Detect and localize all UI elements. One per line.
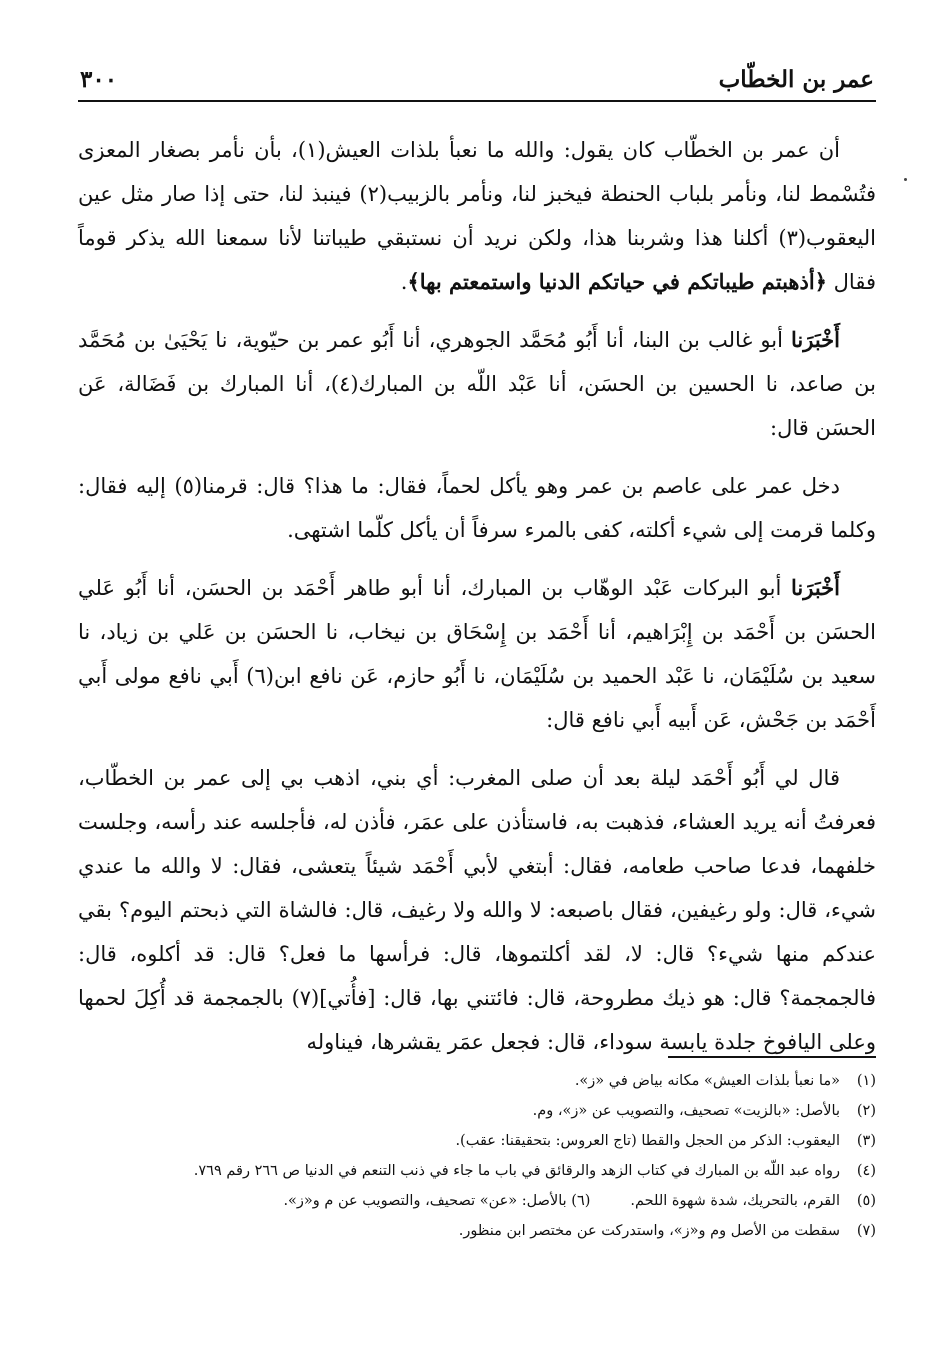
isnad-lead-word: أَخْبَرَنا	[791, 575, 840, 600]
quran-verse: ﴿أذهبتم طيباتكم في حياتكم الدنيا واستمعتم بها﴾	[407, 269, 827, 294]
footnote-number: (٦)	[571, 1193, 591, 1209]
running-title: عمر بن الخطّاب	[718, 66, 874, 93]
footnote-number: (١)	[856, 1073, 876, 1089]
stray-mark	[904, 178, 907, 181]
footnote-text: القرم، بالتحريك، شدة شهوة اللحم.	[630, 1193, 840, 1209]
paragraph-text: أبو البركات عَبْد الوهّاب بن المبارك، أنا أبو طاهر أَحْمَد بن الحسَن، أنا أَبُو عَلي الحسَن بن أَحْمَد بن إِبْرَاهيم، أنا أَحْمَد بن إِسْحَاق بن نيخاب، نا الحسَن بن عَلي بن زياد، نا سعيد بن سُلَيْمَان، نا عَبْد الحميد بن سُلَيْمَان، نا أَبُو حازم، عَن نافع ابن(٦) أَبي نافع مولى أَبي أَحْمَد بن جَحْش، عَن أَبيه أَبي نافع قال:	[78, 576, 877, 732]
footnote-text: سقطت من الأصل وم و«ز»، واستدركت عن مختصر ابن منظور.	[458, 1223, 840, 1239]
page-number: ٣٠٠	[80, 66, 118, 93]
footnote	[78, 1126, 876, 1156]
paragraph-1	[78, 128, 876, 304]
footnote-text: «ما نعبأ بلذات العيش» مكانه بياض في «ز».	[574, 1073, 840, 1089]
footnote-text: بالأصل: «عن» تصحيف، والتصويب عن م و«ز».	[283, 1193, 567, 1209]
footnote-text: اليعقوب: الذكر من الحجل والقطا (تاج العروس: بتحقيقنا: عقب).	[455, 1133, 840, 1149]
main-text	[78, 128, 876, 1078]
footnote-text: رواه عبد اللّه بن المبارك في كتاب الزهد والرقائق في باب ما جاء في ذنب التنعم في الدنيا ص ٢٦٦ رقم ٧٦٩.	[193, 1163, 840, 1179]
footnote-number: (٢)	[856, 1103, 876, 1119]
paragraph-2	[78, 318, 876, 450]
footnote-number: (٥)	[856, 1193, 876, 1209]
paragraph-text: قال لي أَبُو أَحْمَد ليلة بعد أن صلى المغرب: أي بني، اذهب بي إلى عمر بن الخطّاب، فعرفتُ أنه يريد العشاء، فذهبت به، فاستأذن على عمَر، فأذن له، فأجلسه عند رأسه، وجلست خلفهما، فدعا صاحب طعامه، فقال: أبتغي لأبي أَحْمَد شيئاً يتعشى، فقال: لا والله ما عندي شيء، قال: ولو رغيفين، فقال باصبعه: لا والله ولا رغيف، قال: فالشاة التي ذبحتم اليوم؟ بقي عندكم منها شيء؟ قال: لا، لقد أكلتموها، قال: فرأسها ما فعل؟ قال: قد أكلوه، قال: فالجمجمة؟ قال: هو ذيك مطروحة، قال: فائتني بها، قال: [فأُتي](٧) بالجمجمة قد أُكِلَ لحمها وعلى اليافوخ جلدة يابسة سوداء، قال: فجعل عمَر يقشرها، فيناوله	[78, 766, 876, 1054]
footnotes	[78, 1066, 876, 1246]
footnote-number: (٤)	[856, 1163, 876, 1179]
paragraph-3	[78, 464, 876, 552]
footnote	[78, 1216, 876, 1246]
paragraph-text: أن عمر بن الخطّاب كان يقول: والله ما نعبأ بلذات العيش(١)، بأن نأمر بصغار المعزى فتُسْمط لنا، ونأمر بلباب الحنطة فيخبز لنا، ونأمر بالزبيب(٢) فينبذ لنا، حتى إذا صار مثل عين اليعقوب(٣) أكلنا هذا وشربنا هذا، ولكن نريد أن نستبقي طيباتنا لأنا سمعنا الله يذكر قوماً فقال	[78, 138, 876, 294]
footnote-text: بالأصل: «بالزيت» تصحيف، والتصويب عن «ز»، وم.	[532, 1103, 840, 1119]
footnote-separator	[668, 1056, 876, 1058]
paragraph-5	[78, 756, 876, 1064]
footnote	[78, 1096, 876, 1126]
footnote-number: (٧)	[856, 1223, 876, 1239]
paragraph-tail: .	[400, 270, 408, 294]
paragraph-text: أبو غالب بن البنا، أنا أَبُو مُحَمَّد الجوهري، أنا أَبُو عمر بن حيّوية، نا يَحْيَىٰ بن مُحَمَّد بن صاعد، نا الحسين بن الحسَن، أنا عَبْد اللّه بن المبارك(٤)، أنا المبارك بن فَضَالة، عَن الحسَن قال:	[78, 328, 877, 440]
footnote	[78, 1186, 876, 1216]
paragraph-text: دخل عمر على عاصم بن عمر وهو يأكل لحماً، فقال: ما هذا؟ قال: قرمنا(٥) إليه فقال: وكلما قرمت إلى شيء أكلته، كفى بالمرء سرفاً أن يأكل كلّما اشتهى.	[78, 474, 876, 542]
running-header	[78, 60, 876, 102]
footnote	[78, 1066, 876, 1096]
footnote-number: (٣)	[856, 1133, 876, 1149]
isnad-lead-word: أَخْبَرَنا	[791, 327, 840, 352]
footnote	[78, 1156, 876, 1186]
paragraph-4	[78, 566, 876, 742]
